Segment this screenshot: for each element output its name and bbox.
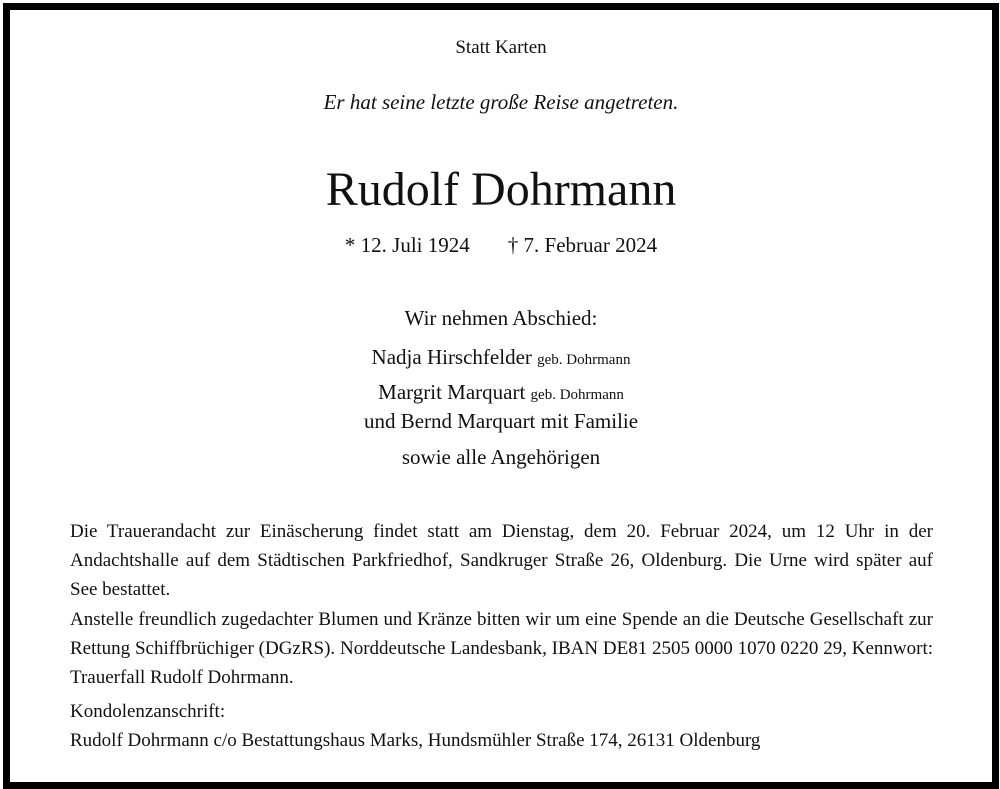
mourner-line [10,345,992,370]
mourners-intro: Wir nehmen Abschied: [404,306,598,330]
mourner-line: sowie alle Angehörigen [401,445,601,469]
mourner-line [10,380,992,405]
death-date: † 7. Februar 2024 [507,233,658,257]
mourner-name: Margrit Marquart [378,380,526,404]
deceased-name: Rudolf Dohrmann [325,163,677,216]
motto-quote: Er hat seine letzte große Reise angetreten. [323,90,679,114]
birth-date: * 12. Juli 1924 [344,233,470,257]
mourner-line: und Bernd Marquart mit Familie [363,409,639,433]
life-dates [10,233,992,258]
condolence-block [70,697,933,755]
condolence-address: Rudolf Dohrmann c/o Bestattungshaus Marks, Hundsmühler Straße 174, 26131 Oldenburg [70,730,761,751]
service-paragraph: Die Trauerandacht zur Einäscherung findet statt am Dienstag, dem 20. Februar 2024, um 12 Uhr in der Andachtshalle auf dem Städtischen Parkfriedhof, Sandkruger Straße 26, Oldenburg. Die Urne wird später auf See bestattet. [70,521,933,600]
header-text: Statt Karten [455,37,547,58]
obituary-notice [3,3,999,789]
mourner-name: Nadja Hirschfelder [371,345,532,369]
donation-paragraph: Anstelle freundlich zugedachter Blumen und Kränze bitten wir um eine Spende an die Deutsche Gesellschaft zur Rettung Schiffbrüchiger (DGzRS). Norddeutsche Landesbank, IBAN DE81 2505 0000 1070 0220 29, Kennwort: Trauerfall Rudolf Dohrmann. [70,609,933,688]
mourner-maiden-name: geb. Dohrmann [537,352,631,368]
condolence-label: Kondolenzanschrift: [70,701,226,722]
mourner-maiden-name: geb. Dohrmann [530,387,624,403]
